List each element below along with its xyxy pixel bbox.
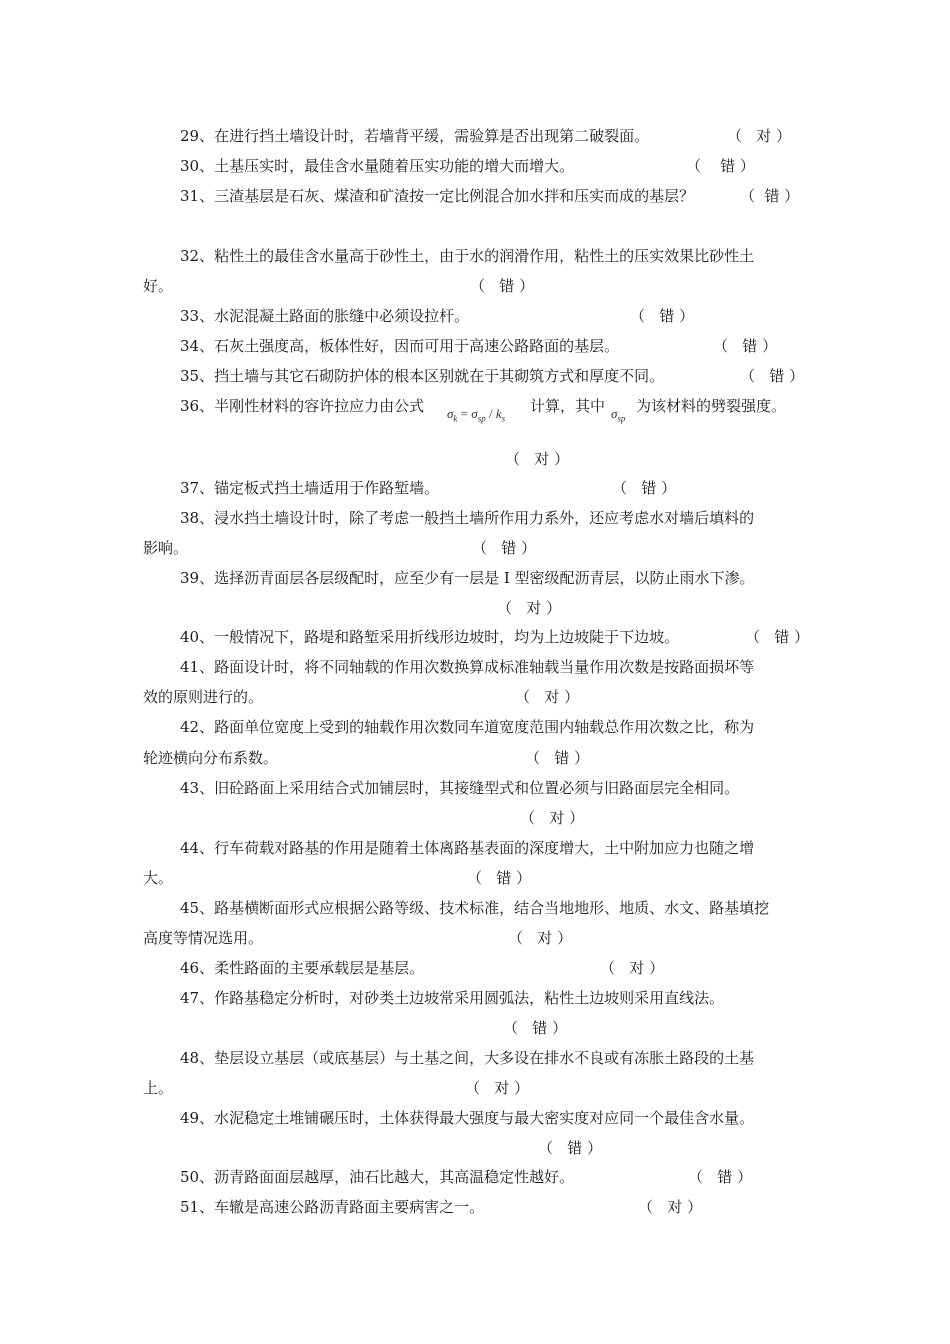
question-45-answer: （ 对 ） xyxy=(508,929,573,947)
question-36-text-mid: 计算，其中 xyxy=(530,397,606,415)
question-50-answer: （ 错 ） xyxy=(688,1168,753,1186)
question-34-answer: （ 错 ） xyxy=(713,337,778,355)
question-48-text-cont: 上。 xyxy=(143,1079,174,1097)
question-45-text: 45、路基横断面形式应根据公路等级、技术标准，结合当地地形、地质、水文、路基填挖 xyxy=(180,899,770,917)
question-49-text: 49、水泥稳定土堆铺碾压时，土体获得最大强度与最大密实度对应同一个最佳含水量。 xyxy=(180,1109,755,1127)
formula-splitting-strength: $\sigma_{sp}$ xyxy=(611,406,626,424)
question-36-text-end: 为该材料的劈裂强度。 xyxy=(636,397,787,415)
question-30-answer: （ 错 ） xyxy=(686,157,755,175)
question-48-text: 48、垫层设立基层（或底基层）与土基之间，大多设在排水不良或有冻胀土路段的土基 xyxy=(180,1049,755,1067)
question-38-text: 38、浸水挡土墙设计时，除了考虑一般挡土墙所作用力系外，还应考虑水对墙后填料的 xyxy=(180,509,755,527)
question-42-text-cont: 轮迹横向分布系数。 xyxy=(143,749,279,767)
question-48-answer: （ 对 ） xyxy=(465,1079,530,1097)
question-44-text: 44、行车荷载对路基的作用是随着土体离路基表面的深度增大，土中附加应力也随之增 xyxy=(180,839,755,857)
question-38-text-cont: 影响。 xyxy=(143,539,189,557)
question-34-text: 34、石灰土强度高，板体性好，因而可用于高速公路路面的基层。 xyxy=(180,337,620,355)
question-38-answer: （ 错 ） xyxy=(472,539,537,557)
question-32-text: 32、粘性土的最佳含水量高于砂性土，由于水的润滑作用，粘性土的压实效果比砂性土 xyxy=(180,247,755,265)
question-36-text: 36、半刚性材料的容许拉应力由公式 xyxy=(180,397,425,415)
question-29-answer: （ 对 ） xyxy=(727,127,792,145)
question-32-answer: （ 错 ） xyxy=(470,277,535,295)
formula-allowable-tensile-stress: $\sigma_k = \sigma_{sp} / k_s$ xyxy=(447,406,506,424)
question-30-text: 30、土基压实时，最佳含水量随着压实功能的增大而增大。 xyxy=(180,157,575,175)
question-35-text: 35、挡土墙与其它石砌防护体的根本区别就在于其砌筑方式和厚度不同。 xyxy=(180,367,665,385)
question-29-text: 29、在进行挡土墙设计时，若墙背平缓，需验算是否出现第二破裂面。 xyxy=(180,127,650,145)
question-41-text-cont: 效的原则进行的。 xyxy=(143,688,264,706)
question-39-text: 39、选择沥青面层各层级配时，应至少有一层是 I 型密级配沥青层，以防止雨水下渗。 xyxy=(180,569,755,587)
question-40-text: 40、一般情况下，路堤和路堑采用折线形边坡时，均为上边坡陡于下边坡。 xyxy=(180,628,680,646)
question-46-text: 46、柔性路面的主要承载层是基层。 xyxy=(180,959,425,977)
question-33-text: 33、水泥混凝土路面的胀缝中必须设拉杆。 xyxy=(180,307,470,325)
question-41-answer: （ 对 ） xyxy=(515,688,580,706)
question-41-text: 41、路面设计时，将不同轴载的作用次数换算成标准轴载当量作用次数是按路面损坏等 xyxy=(180,658,755,676)
question-37-answer: （ 错 ） xyxy=(612,479,677,497)
question-44-text-cont: 大。 xyxy=(143,869,174,887)
question-42-answer: （ 错 ） xyxy=(525,749,590,767)
question-31-answer: （ 错 ） xyxy=(740,187,800,205)
question-47-answer: （ 错 ） xyxy=(503,1019,568,1037)
question-32-text-cont: 好。 xyxy=(143,277,174,295)
question-40-answer: （ 错 ） xyxy=(745,628,810,646)
question-39-answer: （ 对 ） xyxy=(497,599,562,617)
question-43-answer: （ 对 ） xyxy=(520,809,585,827)
question-36-answer: （ 对 ） xyxy=(505,450,570,468)
question-43-text: 43、旧砼路面上采用结合式加铺层时，其接缝型式和位置必须与旧路面层完全相同。 xyxy=(180,779,740,797)
question-49-answer: （ 错 ） xyxy=(538,1139,603,1157)
question-37-text: 37、锚定板式挡土墙适用于作路堑墙。 xyxy=(180,479,440,497)
question-51-text: 51、车辙是高速公路沥青路面主要病害之一。 xyxy=(180,1198,485,1216)
question-31-text: 31、三渣基层是石灰、煤渣和矿渣按一定比例混合加水拌和压实而成的基层？ xyxy=(180,187,695,205)
question-46-answer: （ 对 ） xyxy=(600,959,665,977)
question-35-answer: （ 错 ） xyxy=(740,367,805,385)
question-45-text-cont: 高度等情况选用。 xyxy=(143,929,264,947)
question-51-answer: （ 对 ） xyxy=(638,1198,703,1216)
question-50-text: 50、沥青路面面层越厚，油石比越大，其高温稳定性越好。 xyxy=(180,1168,575,1186)
question-44-answer: （ 错 ） xyxy=(467,869,532,887)
question-42-text: 42、路面单位宽度上受到的轴载作用次数同车道宽度范围内轴载总作用次数之比，称为 xyxy=(180,718,755,736)
question-47-text: 47、作路基稳定分析时，对砂类土边坡常采用圆弧法，粘性土边坡则采用直线法。 xyxy=(180,989,725,1007)
question-33-answer: （ 错 ） xyxy=(630,307,695,325)
